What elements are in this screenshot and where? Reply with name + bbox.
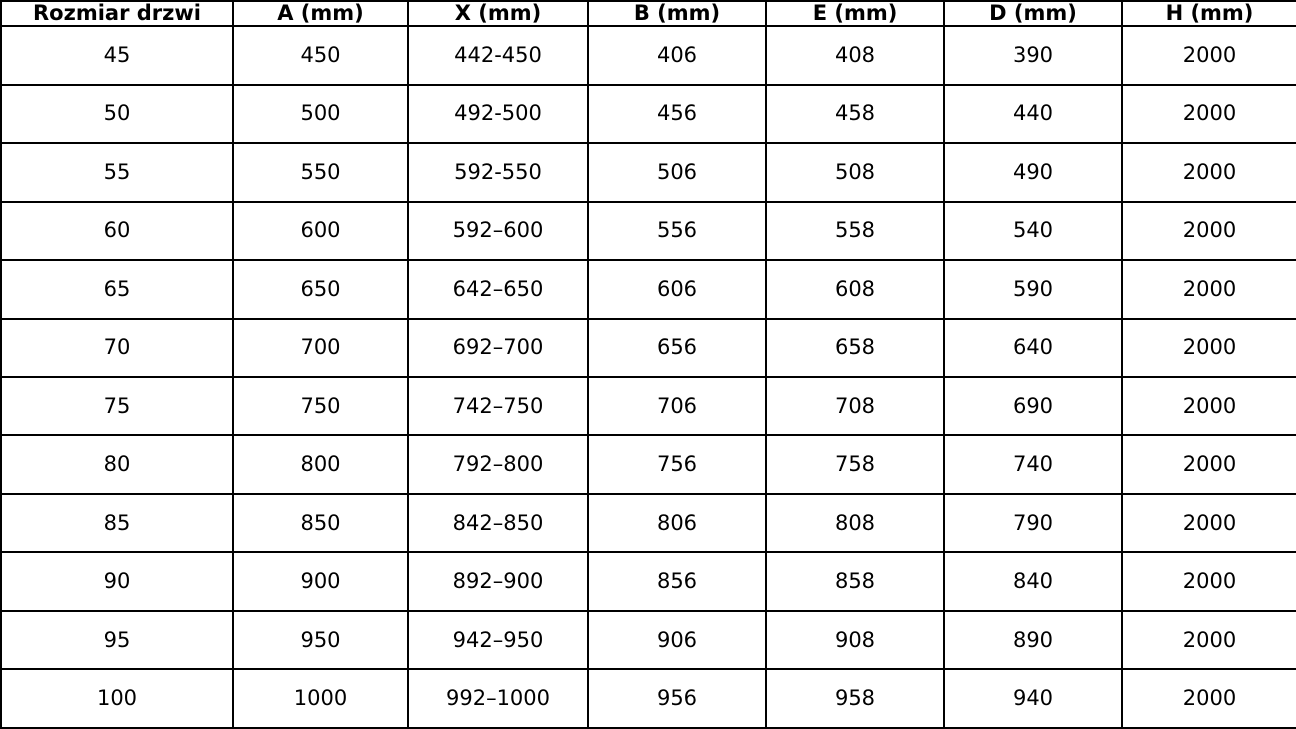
table-row — [1, 552, 1296, 610]
table-row — [1, 143, 1296, 201]
cell-a: 1000 — [233, 669, 408, 728]
cell-h: 2000 — [1122, 494, 1296, 552]
cell-h: 2000 — [1122, 202, 1296, 260]
cell-x: 992–1000 — [408, 669, 588, 728]
cell-x: 642–650 — [408, 260, 588, 318]
table-body — [1, 26, 1296, 728]
table-header-row — [1, 1, 1296, 26]
cell-rozmiar-drzwi: 85 — [1, 494, 233, 552]
cell-e: 758 — [766, 435, 944, 493]
cell-e: 608 — [766, 260, 944, 318]
cell-d: 490 — [944, 143, 1122, 201]
column-header-rozmiar-drzwi: Rozmiar drzwi — [1, 1, 233, 26]
cell-h: 2000 — [1122, 377, 1296, 435]
cell-x: 742–750 — [408, 377, 588, 435]
cell-a: 450 — [233, 26, 408, 84]
cell-d: 890 — [944, 611, 1122, 669]
cell-h: 2000 — [1122, 143, 1296, 201]
column-header-h: H (mm) — [1122, 1, 1296, 26]
cell-e: 458 — [766, 85, 944, 143]
cell-d: 690 — [944, 377, 1122, 435]
table-header — [1, 1, 1296, 26]
table-row — [1, 669, 1296, 728]
cell-rozmiar-drzwi: 90 — [1, 552, 233, 610]
cell-e: 508 — [766, 143, 944, 201]
cell-e: 958 — [766, 669, 944, 728]
cell-x: 692–700 — [408, 319, 588, 377]
cell-h: 2000 — [1122, 552, 1296, 610]
cell-d: 940 — [944, 669, 1122, 728]
cell-h: 2000 — [1122, 260, 1296, 318]
cell-e: 408 — [766, 26, 944, 84]
cell-b: 456 — [588, 85, 766, 143]
cell-x: 592–600 — [408, 202, 588, 260]
cell-rozmiar-drzwi: 75 — [1, 377, 233, 435]
cell-rozmiar-drzwi: 55 — [1, 143, 233, 201]
cell-a: 600 — [233, 202, 408, 260]
cell-a: 500 — [233, 85, 408, 143]
cell-rozmiar-drzwi: 100 — [1, 669, 233, 728]
cell-rozmiar-drzwi: 95 — [1, 611, 233, 669]
cell-e: 808 — [766, 494, 944, 552]
cell-e: 908 — [766, 611, 944, 669]
cell-h: 2000 — [1122, 319, 1296, 377]
cell-d: 590 — [944, 260, 1122, 318]
cell-rozmiar-drzwi: 65 — [1, 260, 233, 318]
cell-b: 406 — [588, 26, 766, 84]
cell-a: 700 — [233, 319, 408, 377]
cell-x: 892–900 — [408, 552, 588, 610]
cell-x: 942–950 — [408, 611, 588, 669]
cell-a: 550 — [233, 143, 408, 201]
column-header-d: D (mm) — [944, 1, 1122, 26]
cell-d: 440 — [944, 85, 1122, 143]
cell-x: 842–850 — [408, 494, 588, 552]
cell-rozmiar-drzwi: 45 — [1, 26, 233, 84]
cell-d: 790 — [944, 494, 1122, 552]
cell-x: 492-500 — [408, 85, 588, 143]
table-row — [1, 319, 1296, 377]
column-header-e: E (mm) — [766, 1, 944, 26]
cell-h: 2000 — [1122, 435, 1296, 493]
cell-rozmiar-drzwi: 60 — [1, 202, 233, 260]
cell-e: 858 — [766, 552, 944, 610]
table-row — [1, 611, 1296, 669]
cell-a: 950 — [233, 611, 408, 669]
cell-h: 2000 — [1122, 26, 1296, 84]
cell-h: 2000 — [1122, 669, 1296, 728]
cell-b: 706 — [588, 377, 766, 435]
cell-d: 540 — [944, 202, 1122, 260]
cell-b: 606 — [588, 260, 766, 318]
cell-b: 956 — [588, 669, 766, 728]
cell-d: 640 — [944, 319, 1122, 377]
cell-a: 750 — [233, 377, 408, 435]
cell-x: 592-550 — [408, 143, 588, 201]
cell-a: 900 — [233, 552, 408, 610]
cell-a: 650 — [233, 260, 408, 318]
cell-h: 2000 — [1122, 611, 1296, 669]
cell-b: 656 — [588, 319, 766, 377]
cell-a: 800 — [233, 435, 408, 493]
cell-b: 906 — [588, 611, 766, 669]
cell-e: 708 — [766, 377, 944, 435]
table-row — [1, 260, 1296, 318]
cell-h: 2000 — [1122, 85, 1296, 143]
cell-b: 506 — [588, 143, 766, 201]
cell-rozmiar-drzwi: 70 — [1, 319, 233, 377]
cell-d: 740 — [944, 435, 1122, 493]
table-row — [1, 26, 1296, 84]
table-row — [1, 85, 1296, 143]
column-header-b: B (mm) — [588, 1, 766, 26]
cell-x: 792–800 — [408, 435, 588, 493]
cell-b: 556 — [588, 202, 766, 260]
table-row — [1, 377, 1296, 435]
cell-e: 658 — [766, 319, 944, 377]
cell-b: 856 — [588, 552, 766, 610]
cell-a: 850 — [233, 494, 408, 552]
table-row — [1, 494, 1296, 552]
cell-b: 806 — [588, 494, 766, 552]
cell-e: 558 — [766, 202, 944, 260]
cell-x: 442-450 — [408, 26, 588, 84]
column-header-a: A (mm) — [233, 1, 408, 26]
cell-d: 840 — [944, 552, 1122, 610]
table-row — [1, 435, 1296, 493]
cell-rozmiar-drzwi: 50 — [1, 85, 233, 143]
cell-b: 756 — [588, 435, 766, 493]
cell-rozmiar-drzwi: 80 — [1, 435, 233, 493]
table-row — [1, 202, 1296, 260]
cell-d: 390 — [944, 26, 1122, 84]
column-header-x: X (mm) — [408, 1, 588, 26]
